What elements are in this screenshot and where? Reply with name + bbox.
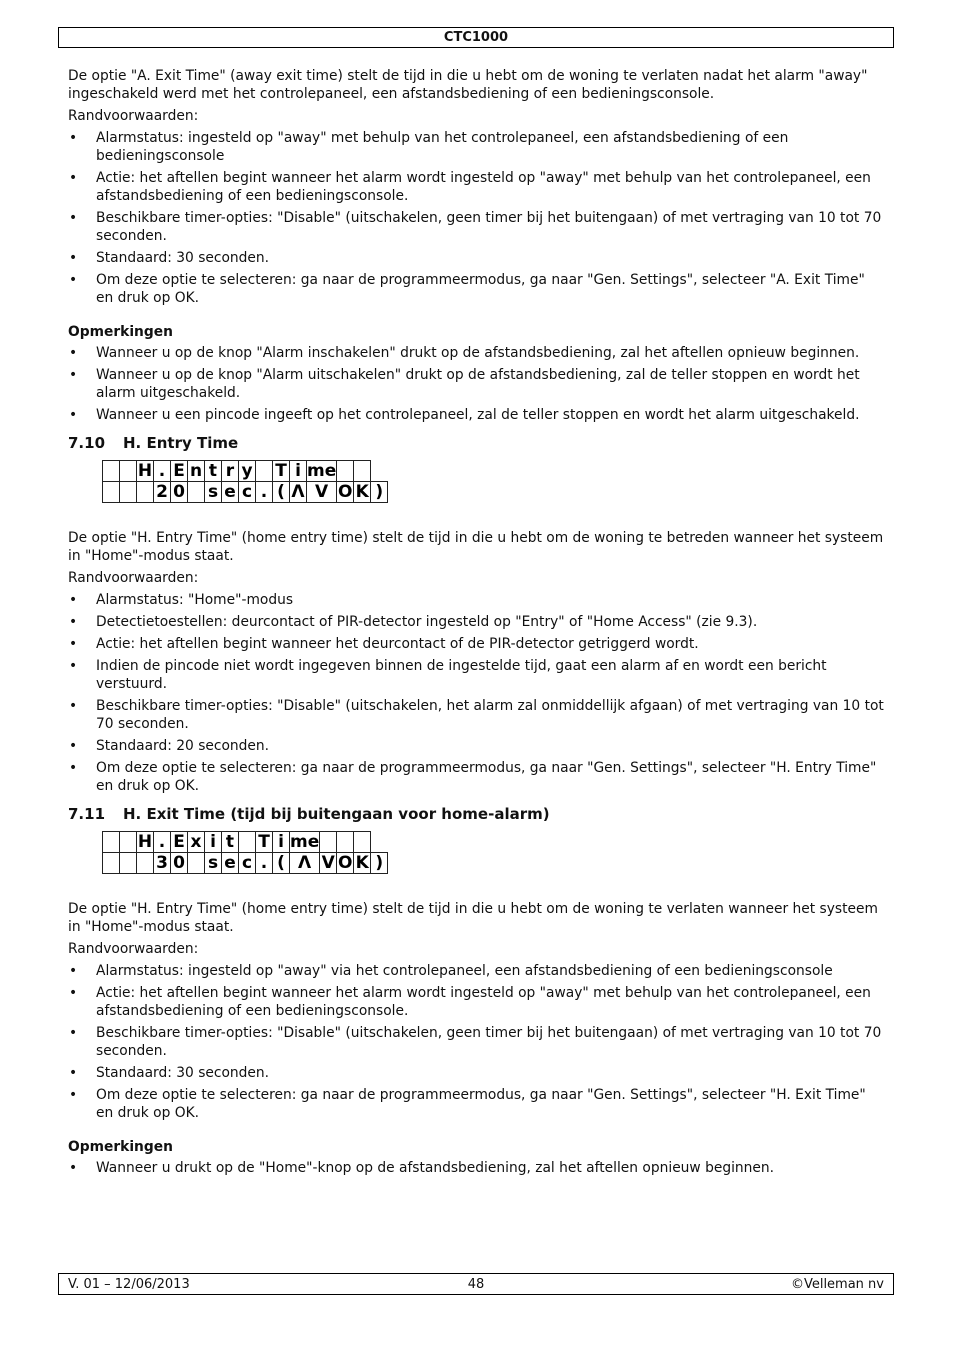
lcd-cell: T [273, 461, 290, 482]
footer-copyright: ©Velleman nv [790, 1277, 884, 1292]
section-title: H. Exit Time (tijd bij buitengaan voor home-alarm) [123, 805, 550, 823]
lcd-cell [120, 853, 137, 874]
footer-version: V. 01 – 12/06/2013 [68, 1277, 190, 1292]
list-item: • Standaard: 20 seconden. [68, 737, 886, 755]
lcd-cell: y [239, 461, 256, 482]
lcd-cell: i [290, 461, 307, 482]
lcd-cell [103, 832, 120, 853]
list-item: • Beschikbare timer-opties: "Disable" (uitschakelen, geen timer bij het buitengaan) of met vertraging van 10 tot 70 seconden. [68, 209, 886, 245]
lcd-cell: V [307, 482, 337, 503]
list-item: • Wanneer u een pincode ingeeft op het controlepaneel, zal de teller stoppen en wordt het alarm uitgeschakeld. [68, 406, 886, 424]
list-item: • Indien de pincode niet wordt ingegeven binnen de ingestelde tijd, gaat een alarm af en wordt een bericht verstuurd. [68, 657, 886, 693]
lcd-cell: e [222, 853, 239, 874]
lcd-cell: . [256, 482, 273, 503]
lcd-row [103, 482, 388, 503]
intro-paragraph: De optie "A. Exit Time" (away exit time) stelt de tijd in die u hebt om de woning te verlaten nadat het alarm "away" ingeschakeld werd met het controlepaneel, een afstandsbediening of een bedieningsconsole. [68, 68, 868, 102]
lcd-display-entry-time [102, 460, 388, 503]
lcd-cell: H [137, 832, 153, 852]
lcd-cell: O [338, 853, 353, 873]
lcd-cell: e [222, 482, 239, 503]
lcd-cell [103, 482, 120, 503]
lcd-cell: ( [273, 853, 290, 874]
lcd-cell [354, 461, 371, 482]
lcd-cell: x [188, 832, 205, 853]
lcd-cell: me [290, 832, 320, 852]
page-number: 48 [467, 1277, 485, 1292]
page-content [68, 67, 886, 1183]
lcd-cell: n [188, 461, 205, 482]
lcd-cell: K [355, 853, 369, 873]
lcd-cell [120, 461, 137, 482]
intro-conditions-label: Randvoorwaarden: [68, 108, 199, 124]
lcd-cell: i [205, 832, 222, 853]
list-item: • Wanneer u op de knop "Alarm uitschakelen" drukt op de afstandsbediening, zal de teller stoppen en wordt het alarm uitgeschakeld. [68, 366, 886, 402]
lcd-cell: c [239, 482, 256, 503]
lcd-cell [354, 832, 371, 853]
lcd-cell [137, 853, 154, 874]
lcd-cell: E [171, 461, 188, 482]
lcd-cell [320, 832, 337, 853]
lcd-cell: s [205, 853, 222, 874]
list-item: • Alarmstatus: "Home"-modus [68, 591, 886, 609]
lcd-cell: 3 [154, 853, 171, 874]
list-item: • Alarmstatus: ingesteld op "away" via het controlepaneel, een afstandsbediening of een bedieningsconsole [68, 962, 886, 980]
intro-bullet-list [68, 129, 886, 307]
lcd-cell: i [273, 832, 290, 853]
lcd-cell: V [321, 853, 335, 873]
lcd-cell: K [355, 482, 369, 502]
lcd-cell: ) [371, 482, 388, 503]
list-item: • Om deze optie te selecteren: ga naar de programmeermodus, ga naar "Gen. Settings", selecteer "H. Entry Time" en druk op OK. [68, 759, 886, 795]
section-heading-7-11 [68, 805, 886, 823]
lcd-cell: Λ [291, 482, 305, 502]
section-number: 7.11 [68, 805, 106, 823]
list-item: • Wanneer u op de knop "Alarm inschakelen" drukt op de afstandsbediening, zal het aftellen opnieuw beginnen. [68, 344, 886, 362]
lcd-row [103, 853, 388, 874]
lcd-cell: H [137, 461, 153, 481]
list-item: • Standaard: 30 seconden. [68, 1064, 886, 1082]
page-footer [58, 1273, 894, 1295]
lcd-cell: ) [371, 853, 388, 874]
lcd-row [103, 832, 388, 853]
list-item: • Standaard: 30 seconden. [68, 249, 886, 267]
intro-notes-heading: Opmerkingen [68, 324, 173, 340]
list-item: • Wanneer u drukt op de "Home"-knop op de afstandsbediening, zal het aftellen opnieuw beginnen. [68, 1159, 886, 1177]
section-7-10-paragraph: De optie "H. Entry Time" (home entry time) stelt de tijd in die u hebt om de woning te betreden wanneer het systeem in "Home"-modus staat. [68, 530, 884, 564]
lcd-cell: . [154, 461, 171, 482]
lcd-display-exit-time [102, 831, 388, 874]
section-7-11-paragraph: De optie "H. Entry Time" (home entry time) stelt de tijd in die u hebt om de woning te verlaten wanneer het systeem in "Home"-modus staat. [68, 901, 878, 935]
lcd-cell: r [222, 461, 239, 482]
lcd-cell: E [171, 832, 188, 853]
section-title: H. Entry Time [123, 434, 239, 452]
lcd-row [103, 461, 388, 482]
section-7-10-conditions-label: Randvoorwaarden: [68, 570, 199, 586]
list-item: • Beschikbare timer-opties: "Disable" (uitschakelen, geen timer bij het buitengaan) of met vertraging van 10 tot 70 seconden. [68, 1024, 886, 1060]
lcd-cell [120, 832, 137, 853]
lcd-cell [239, 832, 256, 853]
section-7-11-notes-heading: Opmerkingen [68, 1139, 173, 1155]
lcd-cell: t [222, 832, 239, 853]
document-title: CTC1000 [443, 30, 509, 45]
intro-notes-list [68, 344, 886, 424]
lcd-cell: 2 [154, 482, 171, 503]
section-heading-7-10 [68, 434, 886, 452]
lcd-cell: . [154, 832, 171, 853]
lcd-cell: t [205, 461, 222, 482]
section-7-11-bullet-list [68, 962, 886, 1122]
lcd-cell [337, 461, 354, 482]
lcd-cell: s [205, 482, 222, 503]
lcd-cell [103, 461, 120, 482]
lcd-cell: Λ [290, 853, 320, 874]
lcd-cell: 0 [171, 853, 188, 874]
list-item: • Om deze optie te selecteren: ga naar de programmeermodus, ga naar "Gen. Settings", selecteer "H. Exit Time" en druk op OK. [68, 1086, 886, 1122]
list-item: • Detectietoestellen: deurcontact of PIR-detector ingesteld op "Entry" of "Home Access" (zie 9.3). [68, 613, 886, 631]
lcd-cell [120, 482, 137, 503]
lcd-cell: ( [273, 482, 290, 503]
lcd-cell [137, 482, 154, 503]
list-item: • Actie: het aftellen begint wanneer het alarm wordt ingesteld op "away" met behulp van het controlepaneel, een afstandsbediening of een bedieningsconsole. [68, 169, 886, 205]
list-item: • Actie: het aftellen begint wanneer het alarm wordt ingesteld op "away" met behulp van het controlepaneel, een afstandsbediening of een bedieningsconsole. [68, 984, 886, 1020]
page-header [58, 27, 894, 48]
lcd-cell [188, 853, 205, 874]
list-item: • Om deze optie te selecteren: ga naar de programmeermodus, ga naar "Gen. Settings", selecteer "A. Exit Time" en druk op OK. [68, 271, 886, 307]
lcd-cell: me [307, 461, 337, 481]
list-item: • Alarmstatus: ingesteld op "away" met behulp van het controlepaneel, een afstandsbediening of een bedieningsconsole [68, 129, 886, 165]
lcd-cell [256, 461, 273, 482]
lcd-cell [103, 853, 120, 874]
lcd-cell: O [338, 482, 353, 502]
section-7-10-bullet-list [68, 591, 886, 795]
list-item: • Actie: het aftellen begint wanneer het deurcontact of de PIR-detector getriggerd wordt. [68, 635, 886, 653]
lcd-cell [337, 832, 354, 853]
section-number: 7.10 [68, 434, 106, 452]
lcd-cell: 0 [171, 482, 188, 503]
lcd-cell: c [239, 853, 256, 874]
section-7-11-notes-list [68, 1159, 886, 1177]
section-7-11-conditions-label: Randvoorwaarden: [68, 941, 199, 957]
lcd-cell [188, 482, 205, 503]
lcd-cell: . [256, 853, 273, 874]
list-item: • Beschikbare timer-opties: "Disable" (uitschakelen, het alarm zal onmiddellijk afgaan) of met vertraging van 10 tot 70 seconden. [68, 697, 886, 733]
lcd-cell: T [256, 832, 273, 853]
